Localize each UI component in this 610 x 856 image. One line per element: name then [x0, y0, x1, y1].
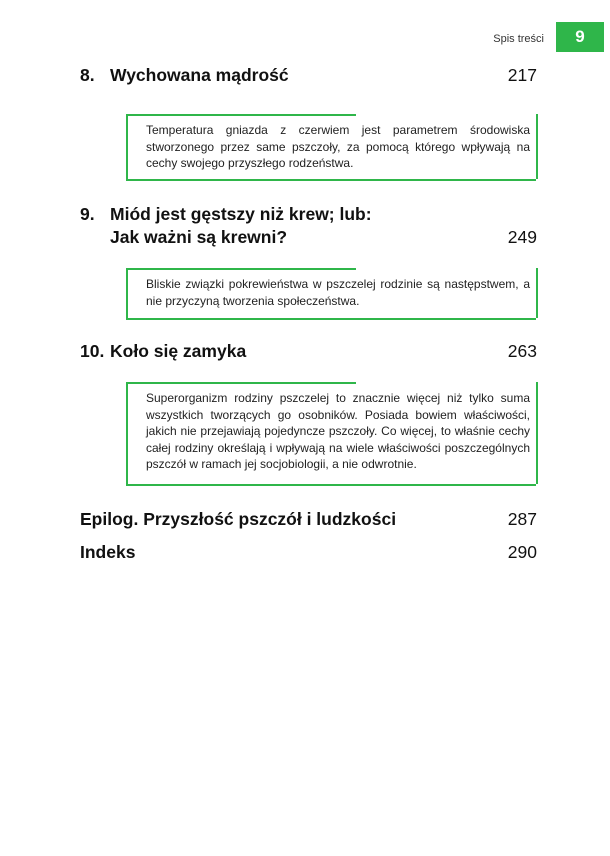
epilog-title: Epilog. Przyszłość pszczół i ludzkości — [80, 509, 397, 529]
toc-entry-chapter-10[interactable] — [80, 340, 537, 363]
toc-entry-epilog[interactable] — [80, 508, 537, 531]
chapter-title-line-2: Jak ważni są krewni? — [110, 227, 288, 247]
chapter-summary-text: Temperatura gniazda z czerwiem jest parametrem środowiska stworzonego przez same pszczoły, za pomocą którego wpływają na cechy swojego przyszłego rodzeństwa. — [146, 123, 530, 170]
chapter-summary-box — [126, 268, 536, 320]
chapter-title: Koło się zamyka — [110, 341, 247, 361]
epilog-page: 287 — [507, 509, 537, 529]
index-page: 290 — [507, 542, 537, 562]
chapter-summary-text: Superorganizm rodziny pszczelej to znacznie więcej niż tylko suma wszystkich tworzących go osobników. Posiada bowiem właściwości, jakich nie przejawiają pojedyncze pszczoły. Co więcej, to właśnie cechy całej rodziny określają i wpływają na wiele właściwości poszczególnych pszczół w ramach jej socjobiologii, a nie odwrotnie. — [146, 391, 530, 471]
chapter-number: 8. — [80, 65, 95, 85]
chapter-page: 249 — [507, 227, 537, 247]
chapter-summary-box — [126, 382, 536, 486]
chapter-number: 10. — [80, 341, 105, 361]
chapter-title: Wychowana mądrość — [110, 65, 289, 85]
chapter-title-line-1: Miód jest gęstszy niż krew; lub: — [110, 204, 372, 224]
chapter-summary-box — [126, 114, 536, 181]
chapter-summary-text: Bliskie związki pokrewieństwa w pszczelej rodzinie są następstwem, a nie przyczyną tworzenia społeczeństwa. — [146, 277, 530, 308]
toc-entry-chapter-9[interactable] — [80, 203, 537, 249]
toc-entry-chapter-8[interactable] — [80, 64, 537, 87]
chapter-number: 9. — [80, 204, 95, 224]
toc-entry-index[interactable] — [80, 541, 537, 564]
header-section-label: Spis treści — [493, 33, 544, 45]
chapter-page: 263 — [507, 341, 537, 361]
chapter-page: 217 — [507, 65, 537, 85]
page-number-tab: 9 — [556, 22, 604, 52]
index-title: Indeks — [80, 542, 136, 562]
